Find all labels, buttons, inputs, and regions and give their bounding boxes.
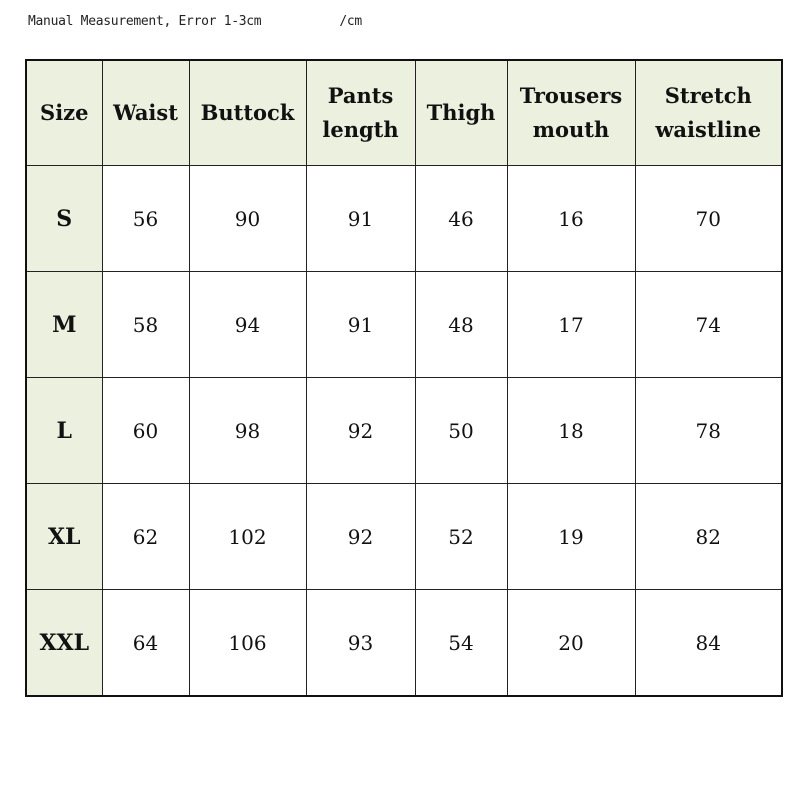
thigh-cell: 50 [415,378,507,484]
trousers-mouth-cell: 17 [507,272,635,378]
stretch-waistline-cell: 78 [635,378,782,484]
trousers-mouth-cell: 19 [507,484,635,590]
stretch-waistline-cell: 84 [635,590,782,697]
header-size [26,60,102,166]
header-trousers-mouth-line2: mouth [532,117,610,142]
buttock-cell: 98 [189,378,306,484]
thigh-cell: 46 [415,166,507,272]
buttock-cell: 90 [189,166,306,272]
buttock-cell: 106 [189,590,306,697]
waist-cell: 62 [102,484,189,590]
size-cell: S [26,166,102,272]
pants-length-cell: 91 [306,166,415,272]
header-waist [102,60,189,166]
table-row [26,484,782,590]
header-stretch-waistline-line2: waistline [655,117,762,142]
header-buttock [189,60,306,166]
header-stretch-waistline-line1: Stretch [664,83,752,108]
header-pants-length-line2: length [322,117,399,142]
header-stretch-waistline [635,60,782,166]
header-pants-length [306,60,415,166]
buttock-cell: 102 [189,484,306,590]
trousers-mouth-cell: 18 [507,378,635,484]
header-thigh-line1: Thigh [426,100,496,125]
waist-cell: 64 [102,590,189,697]
size-cell: L [26,378,102,484]
trousers-mouth-cell: 16 [507,166,635,272]
pants-length-cell: 93 [306,590,415,697]
waist-cell: 58 [102,272,189,378]
unit-label: /cm [339,14,362,29]
header-pants-length-line1: Pants [327,83,394,108]
trousers-mouth-cell: 20 [507,590,635,697]
table-row [26,378,782,484]
measurement-note-text: Manual Measurement, Error 1-3cm [28,14,262,29]
pants-length-cell: 92 [306,484,415,590]
size-cell: XXL [26,590,102,697]
thigh-cell: 52 [415,484,507,590]
size-cell: M [26,272,102,378]
header-trousers-mouth-line1: Trousers [519,83,623,108]
waist-cell: 60 [102,378,189,484]
buttock-cell: 94 [189,272,306,378]
header-buttock-line1: Buttock [200,100,295,125]
pants-length-cell: 91 [306,272,415,378]
pants-length-cell: 92 [306,378,415,484]
waist-cell: 56 [102,166,189,272]
table-row [26,590,782,697]
header-size-line1: Size [40,100,89,125]
stretch-waistline-cell: 82 [635,484,782,590]
thigh-cell: 48 [415,272,507,378]
measurement-note [28,14,362,29]
header-row [26,60,782,166]
size-cell: XL [26,484,102,590]
header-waist-line1: Waist [113,100,178,125]
stretch-waistline-cell: 74 [635,272,782,378]
header-trousers-mouth [507,60,635,166]
size-chart-table [25,59,783,697]
table-row [26,166,782,272]
stretch-waistline-cell: 70 [635,166,782,272]
header-thigh [415,60,507,166]
table-row [26,272,782,378]
thigh-cell: 54 [415,590,507,697]
